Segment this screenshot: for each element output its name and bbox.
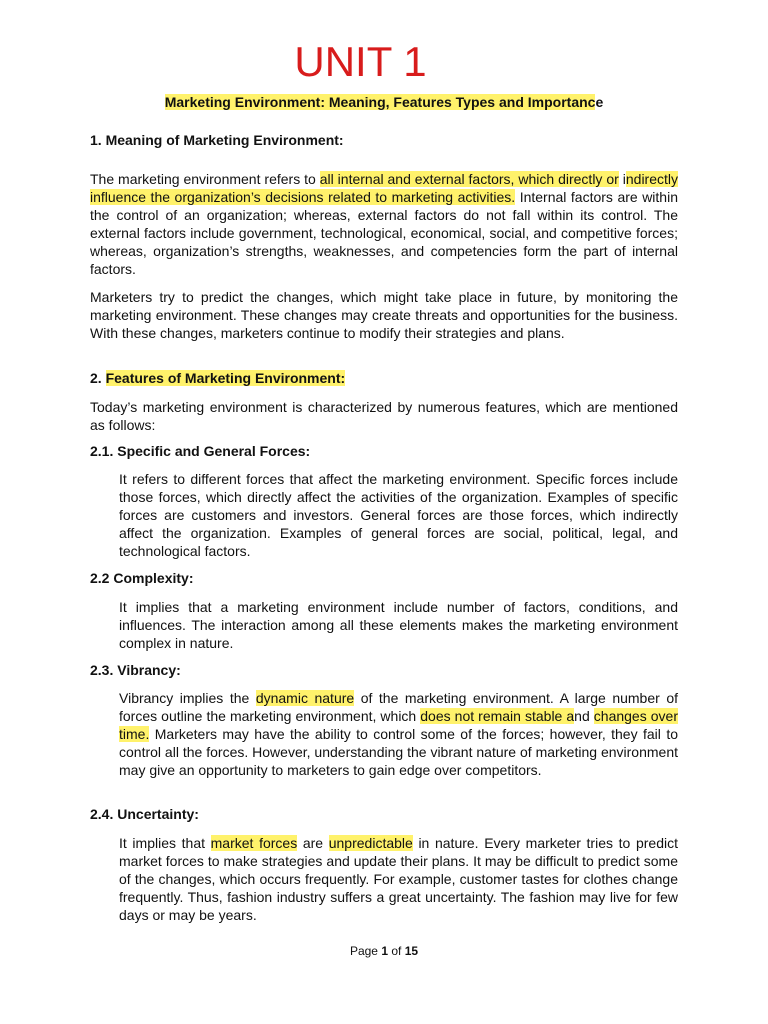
highlight-run: changes over time. — [119, 708, 678, 742]
text-run: of the marketing environment. A large number of forces outline the marketing environment, which — [119, 690, 678, 724]
text-run: Internal factors are within the control of an organization; whereas, external factors do not fall within its control. The external factors include government, technological, economical, social, and competitive forces; whereas, organization’s strengths, weaknesses, and competencies form the part of internal factors. — [90, 189, 678, 277]
section-2-heading — [90, 370, 345, 386]
highlight-run: Features of Marketing Environment: — [105, 370, 346, 386]
footer-total-pages: 15 — [404, 944, 419, 958]
highlight-run: dynamic nature — [255, 690, 355, 706]
unit-title: UNIT 1 — [294, 38, 427, 85]
highlight-run: unpredictable — [328, 835, 413, 851]
highlight-run: does not remain stable a — [420, 708, 575, 724]
subsection-2-2-text: It implies that a marketing environment include number of factors, conditions, and influences. The interaction among all these elements makes the marketing environment complex in nature. — [119, 599, 678, 651]
page-footer — [0, 944, 768, 958]
text-run: i — [622, 171, 626, 187]
subtitle-highlight: Marketing Environment: Meaning, Features Types and Importanc — [164, 94, 596, 110]
section-2-intro: Today’s marketing environment is characterized by numerous features, which are mentioned as follows: — [90, 399, 678, 433]
footer-page-label: Page — [349, 944, 382, 958]
text-run: are — [297, 835, 329, 851]
subsection-2-4-text — [119, 834, 678, 924]
highlight-run: ndirectly influence the organization’s decisions related to marketing activities. — [90, 171, 679, 205]
subsection-2-1-text: It refers to different forces that affect the marketing environment. Specific forces include those forces, which directly affect the activities of the organization. Examples of specific forces are customers and investors. General forces are those forces, which indirectly affect the organization. Examples of general forces are social, political, legal, and technological factors. — [119, 471, 678, 559]
subsection-2-4-heading: 2.4. Uncertainty: — [90, 806, 199, 822]
section-1-paragraph-2: Marketers try to predict the changes, which might take place in future, by monitoring the marketing environment. These changes may create threats and opportunities for the business. With these changes, marketers continue to modify their strategies and plans. — [90, 289, 678, 341]
subsection-2-1-heading: 2.1. Specific and General Forces: — [90, 443, 311, 459]
text-run: nd — [574, 708, 594, 724]
subsection-2-3-heading: 2.3. Vibrancy: — [90, 662, 181, 678]
subtitle-tail: e — [595, 94, 604, 110]
text-run: in nature. Every marketer tries to predict market forces to make strategies and update their plans. It may be difficult to predict some of the changes, which occurs frequently. For example, customer tastes for clothes change frequently. Thus, fashion industry suffers a great uncertainty. The fashion may live for few days or may be years. — [119, 835, 678, 923]
section-2-number: 2. — [90, 370, 106, 386]
document-subtitle — [0, 94, 768, 110]
section-1-paragraph-1 — [90, 170, 678, 278]
text-run: Marketers may have the ability to control some of the forces; however, they fail to control all the forces. However, understanding the vibrant nature of marketing environment may give an opportunity to marketers to gain edge over competitors. — [119, 726, 678, 778]
footer-page-number: 1 — [381, 944, 388, 958]
text-run: Vibrancy implies the — [119, 690, 256, 706]
subsection-2-2-heading: 2.2 Complexity: — [90, 570, 194, 586]
highlight-run: market forces — [210, 835, 298, 851]
text-run: The marketing environment refers to — [90, 171, 320, 187]
highlight-run: all internal and external factors, which directly or — [319, 171, 619, 187]
footer-of-label: of — [388, 944, 405, 958]
section-1-heading: 1. Meaning of Marketing Environment: — [90, 132, 344, 148]
text-run: It implies that — [119, 835, 211, 851]
subsection-2-3-text — [119, 689, 678, 779]
